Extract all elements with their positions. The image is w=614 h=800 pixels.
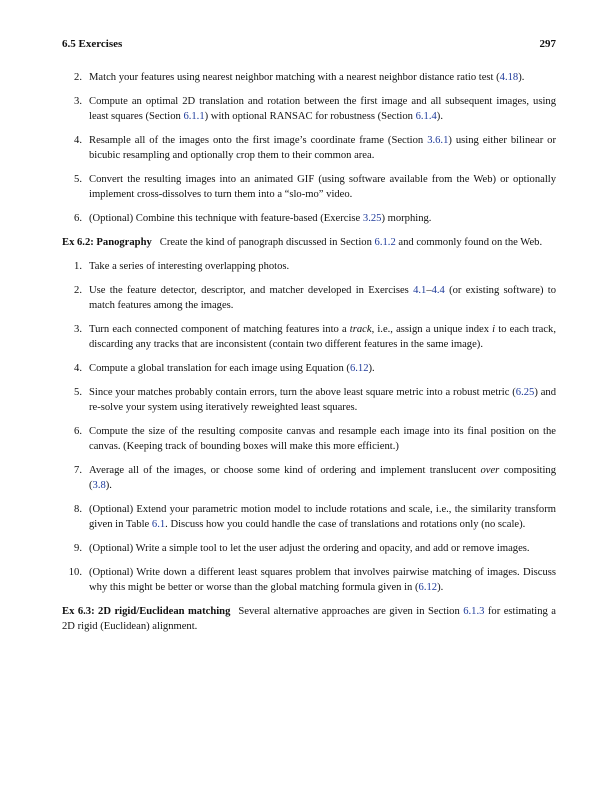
item-number: 5. (74, 174, 82, 185)
item-number: 6. (74, 213, 82, 224)
exercise-text: Several alternative approaches are given in Section (238, 606, 464, 617)
item-text: ). (437, 582, 444, 593)
item-text: . Discuss how you could handle the case of translations and rotations only (no scale). (165, 519, 526, 530)
list-item (62, 565, 556, 595)
item-text: (Optional) Combine this technique with feature-based (Exercise (89, 213, 363, 224)
list-item (62, 502, 556, 532)
list-item (62, 541, 556, 556)
section-ref-link[interactable]: 6.1.4 (415, 111, 437, 122)
exercise-ref-link[interactable]: 3.25 (362, 213, 382, 224)
item-number: 3. (74, 96, 82, 107)
exercise-6-1-list (62, 70, 556, 226)
item-text: Average all of the images, or choose some kind of ordering and implement translucent (89, 465, 481, 476)
item-number: 5. (74, 387, 82, 398)
exercise-6-2-list (62, 259, 556, 595)
list-item (62, 259, 556, 274)
item-math: i (492, 324, 496, 335)
item-text: (or existing software) to match features among the images. (89, 285, 557, 311)
exercise-ref-link[interactable]: 4.4 (431, 285, 445, 296)
list-item (62, 322, 556, 352)
exercise-title: Ex 6.2: Panography (62, 237, 152, 248)
item-text: Match your features using nearest neighbor matching with a nearest neighbor distance ratio test ( (89, 72, 500, 83)
exercise-title: Ex 6.3: 2D rigid/Euclidean matching (62, 606, 231, 617)
item-text: – (426, 285, 432, 296)
exercise-6-3-intro (62, 604, 556, 634)
list-item (62, 283, 556, 313)
page-number: 297 (539, 38, 556, 50)
list-item (62, 463, 556, 493)
list-item (62, 361, 556, 376)
item-number: 3. (74, 324, 82, 335)
item-number: 8. (74, 504, 82, 515)
item-number: 2. (74, 285, 82, 296)
item-text: , i.e., assign a unique index (371, 324, 493, 335)
item-text: Resample all of the images onto the first image’s coordinate frame (Section (89, 135, 428, 146)
list-item (62, 172, 556, 202)
item-text: (Optional) Extend your parametric motion model to include rotations and scale, i.e., the similarity transform given in Table (89, 504, 556, 530)
item-number: 4. (74, 363, 82, 374)
page-content (62, 70, 556, 643)
exercise-text: Create the kind of panograph discussed in Section (159, 237, 375, 248)
equation-ref-link[interactable]: 3.8 (92, 480, 106, 491)
exercise-ref-link[interactable]: 4.1 (413, 285, 427, 296)
equation-ref-link[interactable]: 6.25 (515, 387, 535, 398)
item-text: to each track, discarding any tracks that are inconsistent (contain two different features in the same image). (89, 324, 556, 350)
item-text: ) and re-solve your system using iteratively reweighted least squares. (89, 387, 556, 413)
equation-ref-link[interactable]: 6.12 (349, 363, 369, 374)
item-number: 9. (74, 543, 82, 554)
list-item (62, 70, 556, 85)
item-text: (Optional) Write a simple tool to let the user adjust the ordering and opacity, and add or remove images. (89, 543, 530, 554)
section-ref-link[interactable]: 6.1.2 (374, 237, 396, 248)
item-number: 10. (68, 567, 82, 578)
item-text: Convert the resulting images into an animated GIF (using software available from the Web) or optionally implement cross-dissolves to turn them into a “slo-mo” video. (89, 174, 556, 200)
list-item (62, 133, 556, 163)
list-item (62, 424, 556, 454)
item-text: Compute an optimal 2D translation and rotation between the first image and all subsequent images, using least squares (Section (89, 96, 556, 122)
item-emphasis: over (480, 465, 500, 476)
item-number: 6. (74, 426, 82, 437)
item-text: ) morphing. (381, 213, 432, 224)
item-text: ). (518, 72, 525, 83)
exercise-text: and commonly found on the Web. (395, 237, 543, 248)
list-item (62, 94, 556, 124)
item-number: 4. (74, 135, 82, 146)
running-header (62, 37, 556, 52)
section-ref-link[interactable]: 6.1.1 (183, 111, 205, 122)
item-text: ). (368, 363, 375, 374)
item-number: 2. (74, 72, 82, 83)
item-text: ) using either bilinear or bicubic resampling and optionally crop them to their common area. (89, 135, 557, 161)
item-text: ). (105, 480, 112, 491)
list-item (62, 385, 556, 415)
item-text: compositing ( (89, 465, 556, 491)
table-ref-link[interactable]: 6.1 (151, 519, 166, 530)
item-text: Turn each connected component of matching features into a (89, 324, 350, 335)
exercise-text: for estimating a 2D rigid (Euclidean) alignment. (62, 606, 557, 632)
item-text: Take a series of interesting overlapping photos. (89, 261, 290, 272)
list-item (62, 211, 556, 226)
item-text: ). (436, 111, 443, 122)
equation-ref-link[interactable]: 6.12 (418, 582, 438, 593)
item-text: ) with optional RANSAC for robustness (Section (204, 111, 416, 122)
section-ref-link[interactable]: 6.1.3 (463, 606, 485, 617)
item-text: (Optional) Write down a different least squares problem that involves pairwise matching of images. Discuss why this might be better or worse than the global matching formula given in ( (89, 567, 556, 593)
item-text: Compute the size of the resulting composite canvas and resample each image into its final position on the canvas. (Keeping track of bounding boxes will make this more efficient.) (89, 426, 556, 452)
item-emphasis: track (349, 324, 372, 335)
item-number: 7. (74, 465, 82, 476)
equation-ref-link[interactable]: 4.18 (499, 72, 519, 83)
item-text: Since your matches probably contain errors, turn the above least square metric into a robust metric ( (89, 387, 516, 398)
section-ref-link[interactable]: 3.6.1 (427, 135, 449, 146)
item-text: Compute a global translation for each image using Equation ( (89, 363, 350, 374)
item-number: 1. (74, 261, 82, 272)
exercise-6-2-intro (62, 235, 556, 250)
item-text: Use the feature detector, descriptor, and matcher developed in Exercises (89, 285, 414, 296)
section-title: 6.5 Exercises (62, 38, 123, 50)
